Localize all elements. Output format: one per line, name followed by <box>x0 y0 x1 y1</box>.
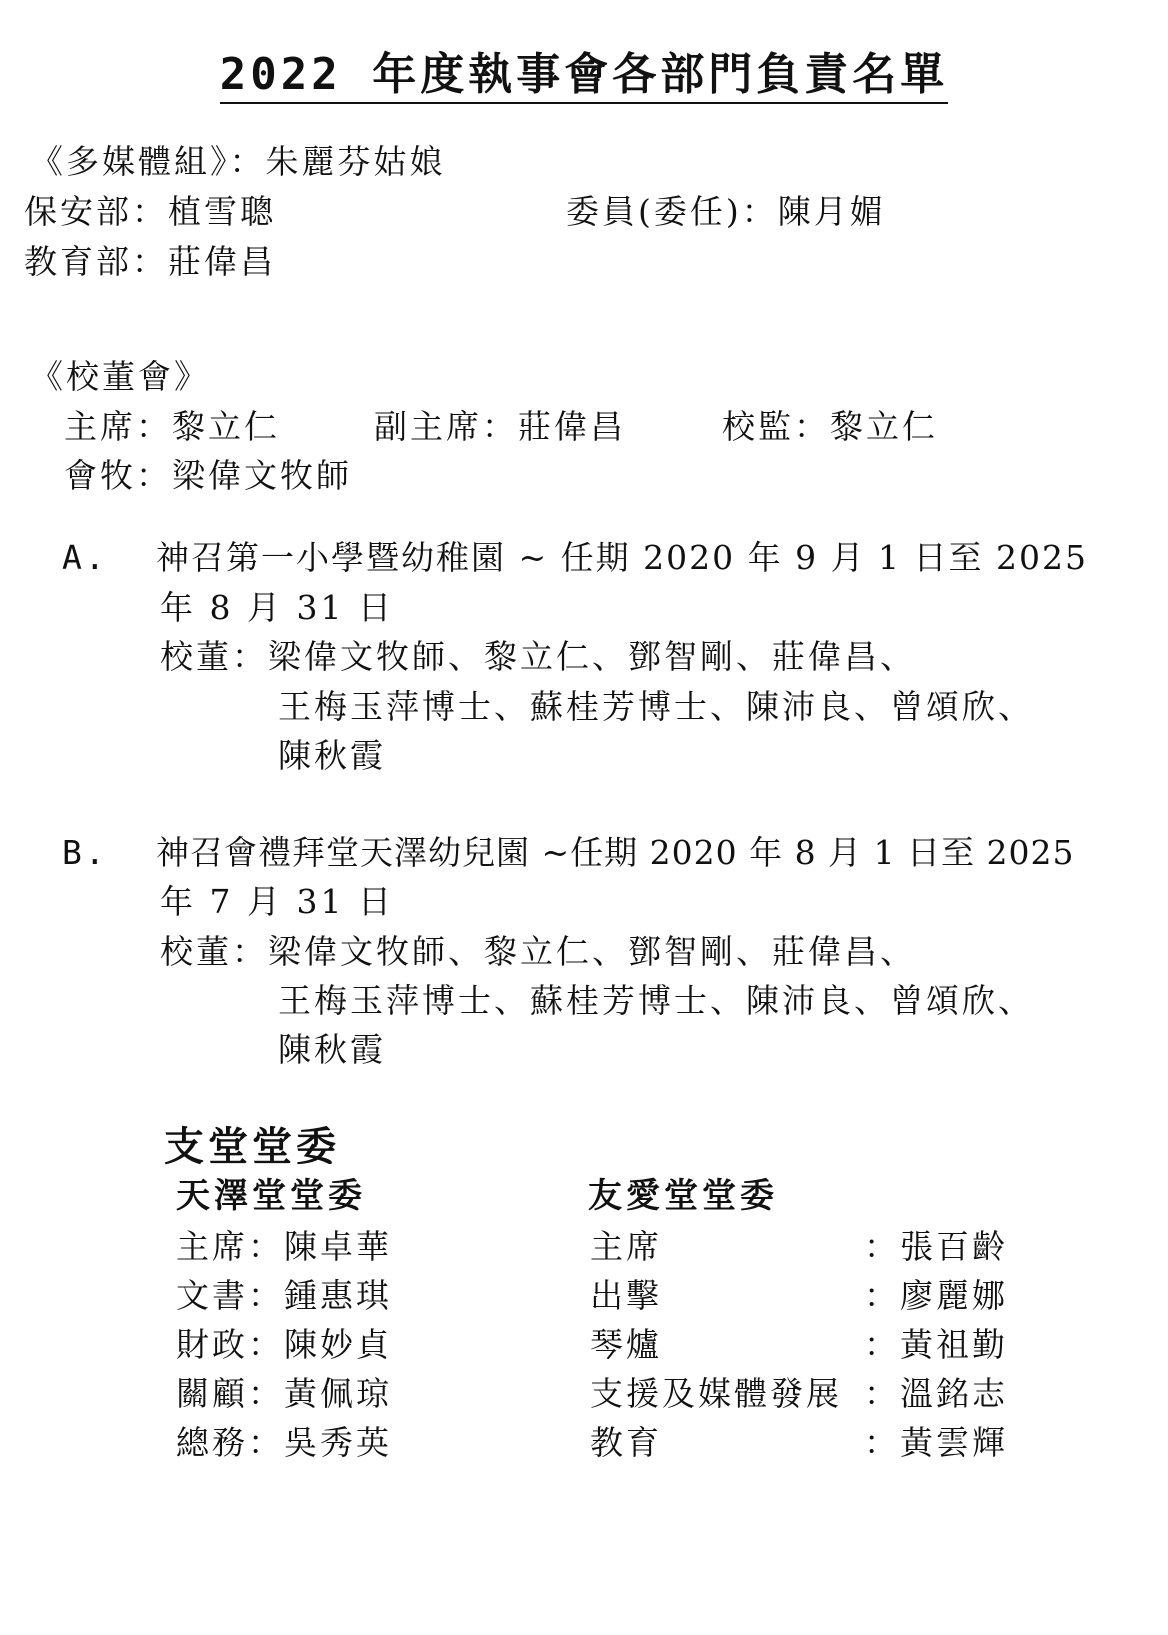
board-pastor: 會牧：梁偉文牧師 <box>64 456 352 495</box>
school-a-directors-line3: 陳秋霞 <box>278 736 386 775</box>
security-dept-line: 保安部：植雪聰 <box>24 192 276 231</box>
youai-name: ：張百齡 <box>864 1227 1008 1266</box>
youai-role: 主席 <box>590 1227 662 1266</box>
youai-role: 教育 <box>590 1423 662 1462</box>
youai-name: ：黃祖勤 <box>864 1325 1008 1364</box>
youai-committee-heading: 友愛堂堂委 <box>588 1176 778 1216</box>
branch-committee-heading: 支堂堂委 <box>164 1124 340 1170</box>
school-board-heading: 《校董會》 <box>30 357 210 396</box>
multimedia-group-line: 《多媒體組》：朱麗芬姑娘 <box>30 142 446 181</box>
youai-role: 出擊 <box>590 1276 662 1315</box>
tianze-row: 財政：陳妙貞 <box>176 1325 392 1364</box>
school-a-directors-line2: 王梅玉萍博士、蘇桂芳博士、陳沛良、曾頌欣、 <box>278 687 1034 726</box>
youai-name: ：廖麗娜 <box>864 1276 1008 1315</box>
youai-name: ：溫銘志 <box>864 1374 1008 1413</box>
school-a-term-end: 年 8 月 31 日 <box>160 588 394 627</box>
school-a-letter: A. <box>62 538 108 577</box>
committee-member-line: 委員(委任)：陳月媚 <box>566 192 886 231</box>
document-title <box>0 38 1168 102</box>
youai-role: 琴爐 <box>590 1325 662 1364</box>
school-b-directors-line3: 陳秋霞 <box>278 1030 386 1069</box>
school-b-directors-line2: 王梅玉萍博士、蘇桂芳博士、陳沛良、曾頌欣、 <box>278 981 1034 1020</box>
board-chair: 主席：黎立仁 <box>64 407 280 446</box>
board-supervisor: 校監：黎立仁 <box>722 407 938 446</box>
tianze-committee-heading: 天澤堂堂委 <box>176 1176 366 1216</box>
youai-name: ：黃雲輝 <box>864 1423 1008 1462</box>
tianze-row: 文書：鍾惠琪 <box>176 1276 392 1315</box>
document-title-text: 2022 年度執事會各部門負責名單 <box>220 49 948 104</box>
education-dept-line: 教育部：莊偉昌 <box>24 242 276 281</box>
youai-role: 支援及媒體發展 <box>590 1374 842 1413</box>
tianze-row: 主席：陳卓華 <box>176 1227 392 1266</box>
school-b-letter: B. <box>62 833 108 872</box>
school-b-name: 神召會禮拜堂天澤幼兒園 ~任期 2020 年 8 月 1 日至 2025 <box>156 833 1075 872</box>
board-vice-chair: 副主席：莊偉昌 <box>374 407 626 446</box>
school-b-term-end: 年 7 月 31 日 <box>160 882 394 921</box>
tianze-row: 關顧：黃佩琼 <box>176 1374 392 1413</box>
school-b-directors-line1: 校董：梁偉文牧師、黎立仁、鄧智剛、莊偉昌、 <box>160 932 916 971</box>
tianze-row: 總務：吳秀英 <box>176 1423 392 1462</box>
school-a-name: 神召第一小學暨幼稚園 ~ 任期 2020 年 9 月 1 日至 2025 <box>156 538 1089 577</box>
school-a-directors-line1: 校董：梁偉文牧師、黎立仁、鄧智剛、莊偉昌、 <box>160 637 916 676</box>
